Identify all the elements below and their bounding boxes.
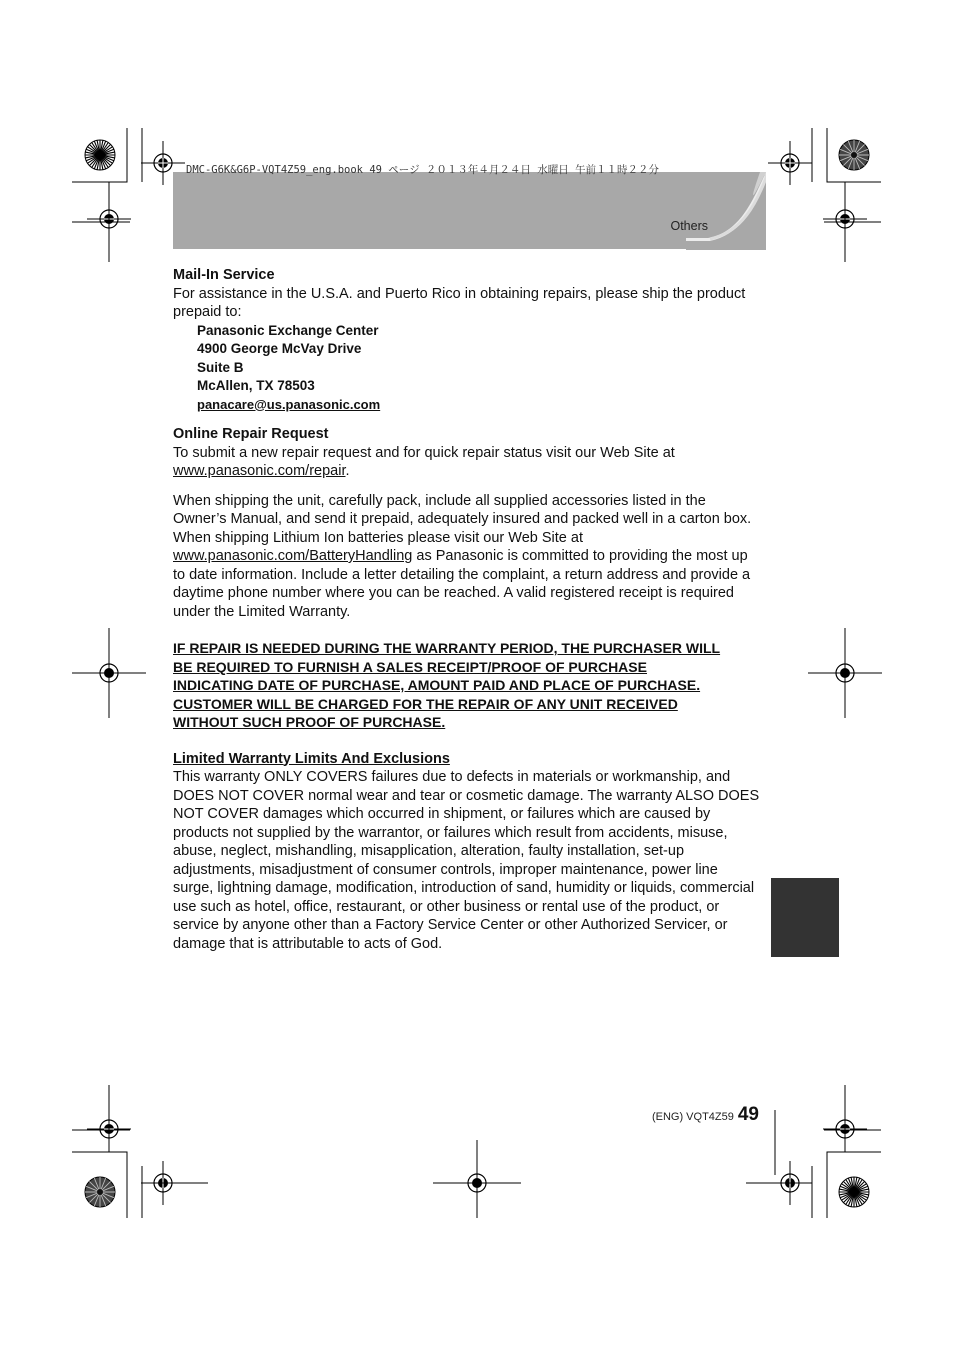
address-line: McAllen, TX 78503 [197,378,315,393]
battery-handling-link[interactable]: www.panasonic.com/BatteryHandling [173,548,413,564]
shipping-text-1: When shipping the unit, carefully pack, include all supplied accessories listed in the Owner’s Manual, and send it prepaid, adequately insured and packed well in a carton box. When shipping Lithium Ion batteries please visit our Web Site at [173,492,752,546]
repair-link[interactable]: www.panasonic.com/repair [173,463,346,479]
notice-line: INDICATING DATE OF PURCHASE, AMOUNT PAID AND PLACE OF PURCHASE. [173,677,701,693]
online-repair-sentence: To submit a new repair request and for quick repair status visit our Web Site at [173,444,675,461]
section-side-tab [771,878,839,957]
mail-in-intro: For assistance in the U.S.A. and Puerto Rico in obtaining repairs, please ship the product prepaid to: [173,285,746,320]
section-title: Others [670,219,708,233]
header-band [173,172,760,249]
header-curve [686,172,766,250]
notice-line: WITHOUT SUCH PROOF OF PURCHASE. [173,714,446,730]
shipping-paragraph [173,492,760,622]
page-footer [652,1104,759,1126]
print-info-line: DMC-G6K&G6P-VQT4Z59_eng.book 49 ページ ２０１３年４月２４日 水曜日 午前１１時２２分 [186,164,660,176]
online-repair-title: Online Repair Request [173,426,329,442]
online-repair-text [173,444,760,481]
notice-line: CUSTOMER WILL BE CHARGED FOR THE REPAIR OF ANY UNIT RECEIVED [173,695,678,712]
address-line: Suite B [197,359,244,375]
warranty-notice [173,639,760,732]
email-link[interactable]: panacare@us.panasonic.com [197,396,381,412]
limits-text: This warranty ONLY COVERS failures due to defects in materials or workmanship, and DOES NOT COVER normal wear and tear or cosmetic damage. The warranty ALSO DOES NOT COVER damages which occurred in shipment, or failures which are caused by products not supplied by the warrantor, or failures which result from accidents, misuse, abuse, neglect, mishandling, misapplication, alteration, faulty installation, set-up adjustments, misadjustment of consumer controls, improper maintenance, power line surge, lightning damage, modification, introduction of sand, humidity or liquids, commercial use such as hotel, office, restaurant, or other business or rental use of the product, or service by anyone other than a Factory Service Center or other Authorized Servicer, or damage that is attributable to acts of God. [173,769,760,952]
period: . [345,463,350,479]
notice-line: IF REPAIR IS NEEDED DURING THE WARRANTY PERIOD, THE PURCHASER WILL [173,640,721,656]
page-content [173,266,760,953]
mail-in-title: Mail-In Service [173,267,275,283]
page-number: 49 [737,1104,759,1125]
exchange-address [197,322,760,415]
address-line: Panasonic Exchange Center [197,322,379,338]
notice-line: BE REQUIRED TO FURNISH A SALES RECEIPT/PROOF OF PURCHASE [173,658,647,675]
limits-title: Limited Warranty Limits And Exclusions [173,750,450,767]
shipping-text-2: as Panasonic is committed to providing the most up to date information. Include a letter detailing the complaint, a return address and provide a daytime phone number where you can be reached. A valid registered receipt is required under the Limited Warranty. [173,548,751,620]
manual-code: (ENG) VQT4Z59 [651,1111,734,1123]
address-line: 4900 George McVay Drive [197,341,362,356]
